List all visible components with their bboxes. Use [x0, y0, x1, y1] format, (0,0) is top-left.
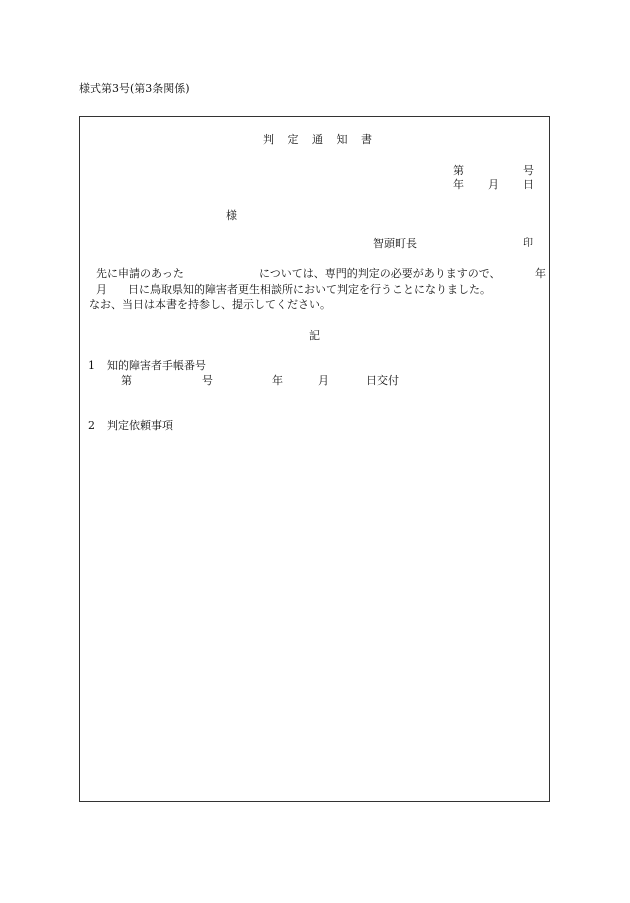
body-line1-a: 先に申請のあった	[96, 267, 184, 280]
item1-label: 知的障害者手帳番号	[107, 359, 206, 372]
form-label: 様式第3号(第3条関係)	[79, 82, 190, 95]
number-go: 号	[523, 164, 534, 177]
body-line3: なお、当日は本書を持参し、提示してください。	[89, 298, 331, 311]
sender-name: 智頭町長	[373, 237, 417, 250]
item1-issued: 日交付	[366, 374, 399, 387]
date-day: 日	[523, 178, 534, 191]
body-line2-b: 日に鳥取県知的障害者更生相談所において判定を行うことになりました。	[128, 283, 491, 296]
recipient-suffix: 様	[226, 209, 237, 222]
document-title: 判 定 通 知 書	[263, 133, 377, 146]
ki-heading: 記	[309, 329, 320, 342]
item1-number: 1	[88, 359, 95, 372]
item1-dai: 第	[121, 374, 132, 387]
date-month: 月	[488, 178, 499, 191]
body-line2-a: 月	[96, 283, 107, 296]
item1-month: 月	[318, 374, 329, 387]
item2-label: 判定依頼事項	[107, 419, 173, 432]
seal-mark: 印	[523, 238, 533, 249]
notice-form-box	[79, 116, 550, 802]
date-year: 年	[453, 178, 464, 191]
item1-year: 年	[272, 374, 283, 387]
body-line1-b: については、専門的判定の必要がありますので、	[259, 267, 501, 280]
body-line1-c: 年	[535, 267, 546, 280]
item2-number: 2	[88, 419, 95, 432]
item1-go: 号	[202, 374, 213, 387]
number-dai: 第	[453, 164, 464, 177]
